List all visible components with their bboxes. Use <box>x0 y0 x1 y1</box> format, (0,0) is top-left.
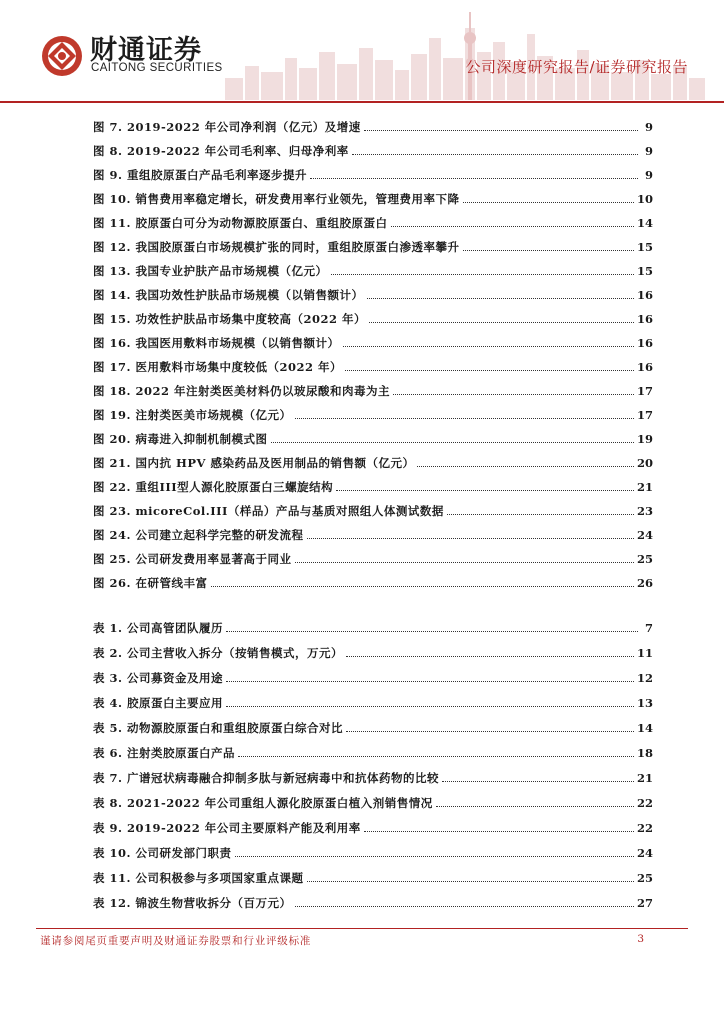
toc-entry[interactable] <box>93 665 653 685</box>
toc-entry-page: 9 <box>644 144 653 158</box>
leader-dots <box>295 417 634 419</box>
toc-entry[interactable] <box>93 790 653 810</box>
toc-entry-label: 图 19. 注射类医美市场规模（亿元） <box>93 408 292 422</box>
toc-entry-label: 图 18. 2022 年注射类医美材料仍以玻尿酸和肉毒为主 <box>93 384 391 398</box>
toc-entry-page: 15 <box>636 264 653 278</box>
toc-entry-label: 图 14. 我国功效性护肤品市场规模（以销售额计） <box>93 288 364 302</box>
toc-entry[interactable] <box>93 765 653 785</box>
leader-dots <box>226 705 634 707</box>
leader-dots <box>295 561 634 563</box>
toc-entry-label: 图 20. 病毒进入抑制机制模式图 <box>93 432 268 446</box>
toc-entry-page: 16 <box>636 312 653 326</box>
toc-entry-page: 12 <box>636 671 653 685</box>
toc-entry-label: 图 15. 功效性护肤品市场集中度较高（2022 年） <box>93 312 367 326</box>
toc-entry-label: 图 7. 2019-2022 年公司净利润（亿元）及增速 <box>93 120 361 134</box>
leader-dots <box>364 830 634 832</box>
leader-dots <box>310 177 638 179</box>
toc-entry-label: 图 25. 公司研发费用率显著高于同业 <box>93 552 292 566</box>
toc-entry-page: 18 <box>636 746 653 760</box>
toc-entry-page: 23 <box>636 504 653 518</box>
toc-entry-page: 17 <box>636 384 653 398</box>
toc-entry[interactable] <box>93 138 653 158</box>
leader-dots <box>369 321 634 323</box>
caitong-logo-icon <box>40 34 84 78</box>
toc-entry[interactable] <box>93 498 653 518</box>
toc-entry[interactable] <box>93 815 653 835</box>
toc-entry-label: 表 4. 胶原蛋白主要应用 <box>93 696 224 710</box>
toc-entry-page: 15 <box>636 240 653 254</box>
toc-entry[interactable] <box>93 640 653 660</box>
toc-entry-page: 27 <box>636 896 653 910</box>
city-skyline-icon <box>225 8 705 100</box>
toc-entry-page: 25 <box>636 871 653 885</box>
toc-entry-page: 20 <box>636 456 653 470</box>
toc-entry[interactable] <box>93 306 653 326</box>
toc-entry[interactable] <box>93 402 653 422</box>
toc-entry-label: 图 17. 医用敷料市场集中度较低（2022 年） <box>93 360 343 374</box>
footer-disclaimer: 谨请参阅尾页重要声明及财通证券股票和行业评级标准 <box>40 935 312 947</box>
toc-entry[interactable] <box>93 865 653 885</box>
leader-dots <box>463 201 634 203</box>
toc-entry-label: 表 1. 公司高管团队履历 <box>93 621 224 635</box>
toc-entry-page: 24 <box>636 846 653 860</box>
toc-entry-label: 表 6. 注射类胶原蛋白产品 <box>93 746 236 760</box>
toc-entry[interactable] <box>93 186 653 206</box>
leader-dots <box>364 129 638 131</box>
page-header <box>0 0 724 104</box>
toc-entry-page: 16 <box>636 288 653 302</box>
toc-entry-label: 图 8. 2019-2022 年公司毛利率、归母净利率 <box>93 144 349 158</box>
leader-dots <box>307 537 634 539</box>
toc-entry-page: 14 <box>636 721 653 735</box>
toc-entry-label: 图 11. 胶原蛋白可分为动物源胶原蛋白、重组胶原蛋白 <box>93 216 388 230</box>
toc-entry-page: 24 <box>636 528 653 542</box>
toc-entry[interactable] <box>93 715 653 735</box>
leader-dots <box>307 880 634 882</box>
toc-entry[interactable] <box>93 378 653 398</box>
toc-entry-label: 表 12. 锦波生物营收拆分（百万元） <box>93 896 292 910</box>
leader-dots <box>391 225 634 227</box>
toc-entry[interactable] <box>93 474 653 494</box>
toc-entry-label: 图 21. 国内抗 HPV 感染药品及医用制品的销售额（亿元） <box>93 456 415 470</box>
toc-entry-page: 14 <box>636 216 653 230</box>
toc-entry[interactable] <box>93 546 653 566</box>
leader-dots <box>447 513 634 515</box>
leader-dots <box>367 297 634 299</box>
toc-entry[interactable] <box>93 426 653 446</box>
toc-entry-page: 9 <box>644 168 653 182</box>
toc-entry[interactable] <box>93 615 653 635</box>
toc-entry-page: 16 <box>636 360 653 374</box>
toc-entry-page: 16 <box>636 336 653 350</box>
leader-dots <box>331 273 634 275</box>
toc-entry-label: 表 3. 公司募资金及用途 <box>93 671 224 685</box>
header-divider <box>0 101 724 103</box>
toc-entry[interactable] <box>93 690 653 710</box>
toc-entry-page: 17 <box>636 408 653 422</box>
toc-entry-label: 表 2. 公司主营收入拆分（按销售模式，万元） <box>93 646 344 660</box>
brand-name-cn: 财通证券 <box>90 35 202 66</box>
leader-dots <box>295 905 634 907</box>
leader-dots <box>463 249 634 251</box>
toc-entry[interactable] <box>93 354 653 374</box>
toc-entry-page: 22 <box>636 796 653 810</box>
leader-dots <box>345 369 634 371</box>
toc-entry-label: 图 26. 在研管线丰富 <box>93 576 208 590</box>
toc-entry-page: 26 <box>636 576 653 590</box>
leader-dots <box>343 345 634 347</box>
toc-entry-label: 图 22. 重组III型人源化胶原蛋白三螺旋结构 <box>93 480 334 494</box>
leader-dots <box>442 780 634 782</box>
leader-dots <box>271 441 634 443</box>
toc-entry-label: 图 16. 我国医用敷料市场规模（以销售额计） <box>93 336 340 350</box>
toc-entry[interactable] <box>93 330 653 350</box>
toc-entry[interactable] <box>93 522 653 542</box>
toc-entry-label: 图 9. 重组胶原蛋白产品毛利率逐步提升 <box>93 168 308 182</box>
toc-entry[interactable] <box>93 840 653 860</box>
toc-entry[interactable] <box>93 114 653 134</box>
leader-dots <box>436 805 634 807</box>
toc-entry[interactable] <box>93 890 653 910</box>
leader-dots <box>346 655 634 657</box>
leader-dots <box>238 755 634 757</box>
toc-entry-label: 表 8. 2021-2022 年公司重组人源化胶原蛋白植入剂销售情况 <box>93 796 433 810</box>
toc-entry-page: 25 <box>636 552 653 566</box>
toc-entry[interactable] <box>93 740 653 760</box>
toc-entry-label: 表 9. 2019-2022 年公司主要原料产能及利用率 <box>93 821 361 835</box>
toc-entry[interactable] <box>93 258 653 278</box>
leader-dots <box>393 393 634 395</box>
toc-entry-page: 19 <box>636 432 653 446</box>
brand-name-en: CAITONG SECURITIES <box>91 62 223 74</box>
leader-dots <box>226 680 634 682</box>
toc-entry-label: 表 10. 公司研发部门职责 <box>93 846 232 860</box>
leader-dots <box>226 630 638 632</box>
footer-divider <box>36 928 688 929</box>
toc-entry-page: 10 <box>636 192 653 206</box>
leader-dots <box>417 465 634 467</box>
leader-dots <box>346 730 634 732</box>
toc-entry-page: 7 <box>644 621 653 635</box>
toc-entry-label: 表 11. 公司积极参与多项国家重点课题 <box>93 871 304 885</box>
toc-entry-label: 图 24. 公司建立起科学完整的研发流程 <box>93 528 304 542</box>
page-number: 3 <box>637 933 644 945</box>
toc-entry[interactable] <box>93 210 653 230</box>
toc-entry-label: 图 10. 销售费用率稳定增长，研发费用率行业领先，管理费用率下降 <box>93 192 460 206</box>
leader-dots <box>336 489 634 491</box>
leader-dots <box>235 855 634 857</box>
toc-entry[interactable] <box>93 162 653 182</box>
toc-entry[interactable] <box>93 234 653 254</box>
toc-entry-label: 图 23. micoreCol.III（样品）产品与基质对照组人体测试数据 <box>93 504 444 518</box>
toc-entry-page: 22 <box>636 821 653 835</box>
leader-dots <box>352 153 638 155</box>
toc-entry-page: 21 <box>636 480 653 494</box>
toc-entry[interactable] <box>93 282 653 302</box>
toc-entry-label: 图 12. 我国胶原蛋白市场规模扩张的同时，重组胶原蛋白渗透率攀升 <box>93 240 460 254</box>
toc-entry-label: 表 5. 动物源胶原蛋白和重组胶原蛋白综合对比 <box>93 721 344 735</box>
toc-entry-label: 表 7. 广谱冠状病毒融合抑制多肽与新冠病毒中和抗体药物的比较 <box>93 771 440 785</box>
report-type-label: 公司深度研究报告/证券研究报告 <box>465 58 688 76</box>
leader-dots <box>211 585 634 587</box>
toc-entry-page: 21 <box>636 771 653 785</box>
toc-entry-page: 9 <box>644 120 653 134</box>
toc-entry-label: 图 13. 我国专业护肤产品市场规模（亿元） <box>93 264 328 278</box>
toc-entry[interactable] <box>93 570 653 590</box>
toc-entry-page: 13 <box>636 696 653 710</box>
toc-entry-page: 11 <box>636 646 653 660</box>
toc-entry[interactable] <box>93 450 653 470</box>
